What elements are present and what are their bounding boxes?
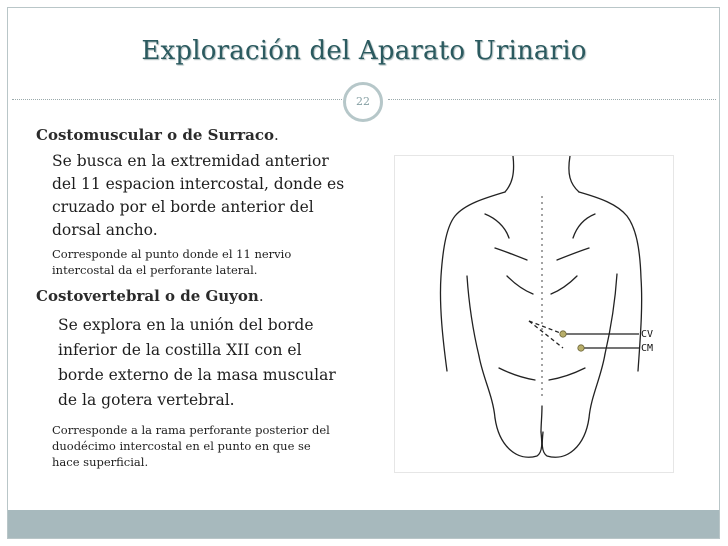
gluteal-cleft	[541, 406, 542, 432]
left-flank	[479, 356, 495, 418]
section1-body	[52, 150, 344, 242]
body-line: borde externo de la masa muscular	[58, 366, 336, 384]
left-lumbar	[499, 368, 535, 380]
note-line: Corresponde al punto donde el 11 nervio	[52, 247, 292, 261]
right-back-muscle	[551, 276, 577, 294]
right-flank	[589, 354, 605, 418]
body-line: inferior de la costilla XII con el	[58, 341, 302, 359]
cv-point	[560, 331, 566, 337]
note-line: duodécimo intercostal en el punto en que se	[52, 439, 311, 453]
body-line: cruzado por el borde anterior del	[52, 198, 314, 216]
slide-title: Exploración del Aparato Urinario	[141, 36, 587, 66]
left-buttock	[495, 418, 542, 457]
torso-diagram-figure	[394, 155, 674, 473]
heading-text: Costomuscular o de Surraco	[36, 126, 275, 144]
neck-right-line	[569, 156, 579, 192]
cm-label: CM	[641, 343, 654, 354]
section2-note	[52, 422, 330, 470]
section-heading-guyon	[36, 287, 264, 305]
divider-left	[12, 99, 342, 100]
body-line: Se explora en la unión del borde	[58, 316, 314, 334]
torso-diagram	[395, 156, 675, 474]
body-line: del 11 espacion intercostal, donde es	[52, 175, 345, 193]
right-inner-arm	[605, 274, 617, 354]
note-line: intercostal da el perforante lateral.	[52, 263, 258, 277]
heading-text: Costovertebral o de Guyon	[36, 287, 259, 305]
body-line: de la gotera vertebral.	[58, 391, 235, 409]
divider-right	[388, 99, 716, 100]
section-heading-surraco	[36, 126, 279, 144]
section1-note	[52, 246, 291, 278]
neck-left-line	[505, 156, 514, 192]
section2-body	[58, 313, 336, 413]
cv-label: CV	[641, 329, 654, 340]
left-scapula	[485, 214, 509, 238]
cv-upper-dash	[529, 321, 563, 334]
right-buttock	[542, 418, 589, 457]
right-trapezius	[557, 248, 589, 260]
right-shoulder-arm	[579, 192, 642, 371]
left-inner-arm	[467, 276, 479, 356]
cv-lower-dash	[529, 321, 563, 348]
left-back-muscle	[507, 276, 533, 294]
note-line: hace superficial.	[52, 455, 149, 469]
body-line: dorsal ancho.	[52, 221, 158, 239]
right-scapula	[573, 214, 595, 238]
heading-suffix: .	[258, 287, 264, 305]
note-line: Corresponde a la rama perforante posterior del	[52, 423, 330, 437]
cm-point	[578, 345, 584, 351]
heading-suffix: .	[274, 126, 279, 144]
page-number-badge: 22	[343, 82, 383, 122]
footer-bar	[8, 510, 719, 538]
body-line: Se busca en la extremidad anterior	[52, 152, 329, 170]
left-trapezius	[495, 248, 527, 260]
right-lumbar	[549, 368, 585, 380]
